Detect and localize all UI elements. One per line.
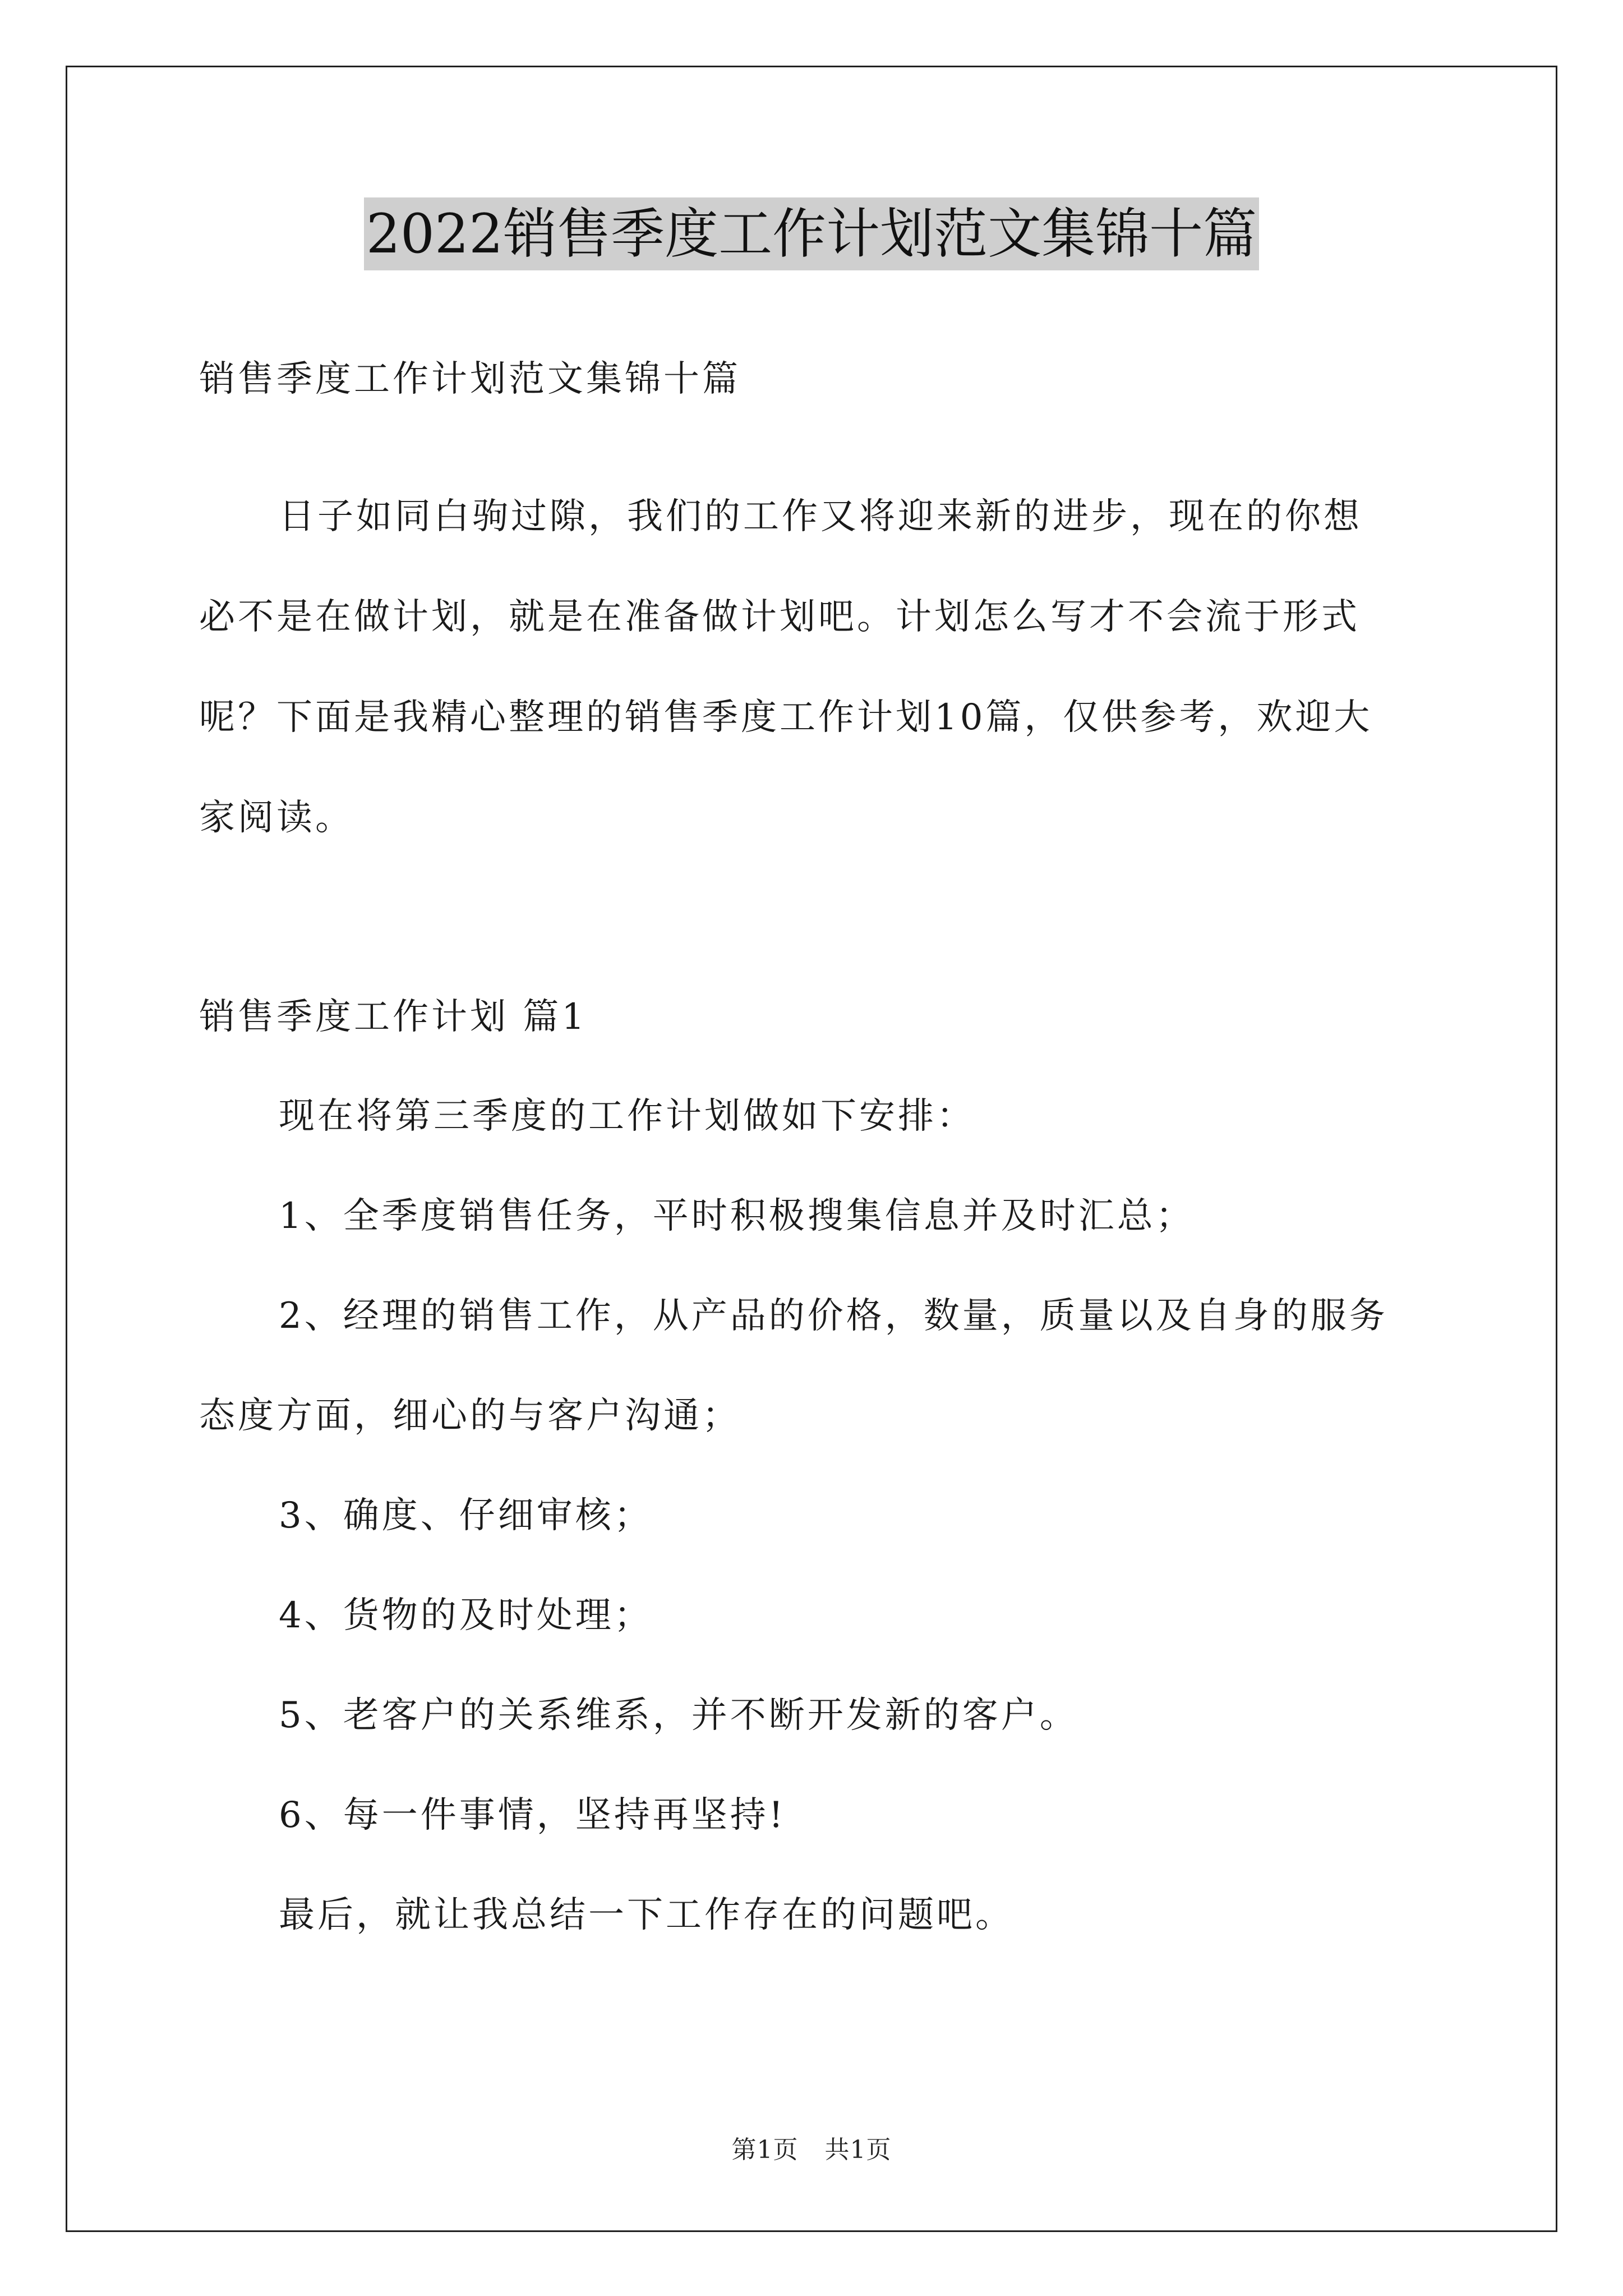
intro-line: 呢？下面是我精心整理的销售季度工作计划10篇，仅供参考，欢迎大 <box>199 697 1373 738</box>
title-container <box>0 197 1623 270</box>
page-number-current: 第1页 <box>731 2136 799 2164</box>
list-item-1: 1、全季度销售任务，平时积极搜集信息并及时汇总； <box>279 1195 1195 1237</box>
section-opening: 现在将第三季度的工作计划做如下安排： <box>279 1096 975 1137</box>
list-item-3: 3、确度、仔细审核； <box>279 1495 653 1536</box>
intro-line: 日子如同白驹过隙，我们的工作又将迎来新的进步，现在的你想 <box>279 496 1362 537</box>
closing-line: 最后，就让我总结一下工作存在的问题吧。 <box>279 1894 1014 1936</box>
intro-line: 家阅读。 <box>199 797 354 839</box>
page-footer <box>0 2129 1623 2165</box>
list-item-5: 5、老客户的关系维系，并不断开发新的客户。 <box>279 1695 1078 1736</box>
document-subtitle: 销售季度工作计划范文集锦十篇 <box>199 358 741 400</box>
page-number-total: 共1页 <box>824 2136 892 2164</box>
list-item-2-continued: 态度方面，细心的与客户沟通； <box>199 1395 741 1437</box>
list-item-6: 6、每一件事情，坚持再坚持! <box>279 1795 786 1836</box>
list-item-4: 4、货物的及时处理； <box>279 1595 653 1636</box>
section-heading: 销售季度工作计划 篇1 <box>199 996 588 1038</box>
intro-line: 必不是在做计划，就是在准备做计划吧。计划怎么写才不会流于形式 <box>199 596 1360 638</box>
intro-paragraph <box>199 467 1433 868</box>
document-title: 2022销售季度工作计划范文集锦十篇 <box>364 197 1259 270</box>
list-item-2: 2、经理的销售工作，从产品的价格，数量，质量以及自身的服务 <box>279 1295 1388 1337</box>
